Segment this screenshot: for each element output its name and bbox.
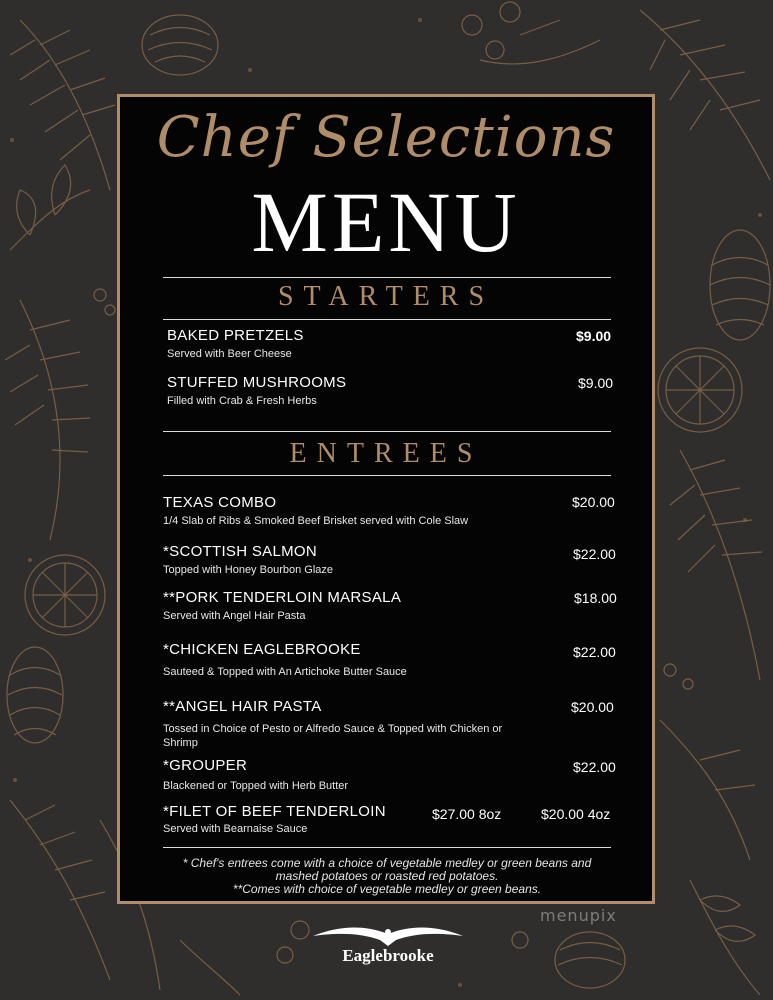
item-price: $22.00: [573, 546, 616, 562]
item-description: Served with Bearnaise Sauce: [163, 823, 308, 835]
menu-item: [163, 494, 468, 528]
menu-item: [163, 757, 348, 793]
divider: [163, 277, 611, 278]
menu-item: [167, 374, 346, 408]
item-name: *SCOTTISH SALMON: [163, 543, 317, 560]
item-description: Blackened or Topped with Herb Butter: [163, 780, 349, 792]
menu-title: MENU: [251, 174, 521, 270]
item-name: **PORK TENDERLOIN MARSALA: [163, 589, 402, 606]
item-name: *CHICKEN EAGLEBROOKE: [163, 641, 361, 658]
divider: [163, 847, 611, 848]
item-name: *GROUPER: [163, 757, 248, 774]
menu-item: [163, 803, 386, 836]
script-title: Chef Selections: [156, 105, 616, 170]
item-description: Topped with Honey Bourbon Glaze: [163, 564, 333, 576]
item-description: 1/4 Slab of Ribs & Smoked Beef Brisket served with Cole Slaw: [163, 515, 469, 527]
item-name: TEXAS COMBO: [163, 494, 277, 511]
item-price: $22.00: [573, 759, 616, 775]
item-description: Filled with Crab & Fresh Herbs: [167, 395, 317, 407]
item-name: BAKED PRETZELS: [167, 327, 304, 344]
divider: [163, 319, 611, 320]
item-description: Served with Beer Cheese: [167, 348, 292, 360]
section-title-starters: STARTERS: [277, 281, 495, 312]
item-price: $9.00: [576, 328, 612, 344]
item-name: STUFFED MUSHROOMS: [167, 374, 347, 391]
item-price: $20.00: [572, 494, 615, 510]
menu-card: [117, 94, 655, 904]
menu-item: [167, 327, 304, 361]
eagle-icon: [308, 920, 468, 948]
item-price-4oz: $20.00 4oz: [541, 806, 611, 822]
menu-item: [163, 543, 333, 577]
item-description: Served with Angel Hair Pasta: [163, 610, 306, 622]
menu-item: [163, 589, 401, 623]
footnote-chef-entrees: * Chef's entrees come with a choice of vegetable medley or green beans and mashed potatoes or roasted red potatoes.: [182, 856, 592, 883]
menu-item: [163, 698, 533, 750]
item-name: **ANGEL HAIR PASTA: [163, 698, 322, 715]
footnote-comes-with: **Comes with choice of vegetable medley or green beans.: [232, 882, 542, 896]
menu-item: [163, 641, 407, 679]
divider: [163, 431, 611, 432]
watermark: menupix: [540, 906, 617, 925]
logo-text: Eaglebrooke: [342, 946, 434, 965]
item-price: $18.00: [574, 590, 617, 606]
item-price: $22.00: [573, 644, 616, 660]
item-name: *FILET OF BEEF TENDERLOIN: [163, 803, 386, 820]
eaglebrooke-logo: [308, 920, 468, 970]
item-description: Sauteed & Topped with An Artichoke Butter Sauce: [163, 666, 407, 678]
item-price: $9.00: [578, 375, 614, 391]
divider: [163, 475, 611, 476]
section-title-entrees: ENTREES: [289, 438, 483, 469]
item-description: Tossed in Choice of Pesto or Alfredo Sauce & Topped with Chicken or Shrimp: [163, 723, 503, 749]
item-price-8oz: $27.00 8oz: [432, 806, 502, 822]
item-price: $20.00: [571, 699, 614, 715]
